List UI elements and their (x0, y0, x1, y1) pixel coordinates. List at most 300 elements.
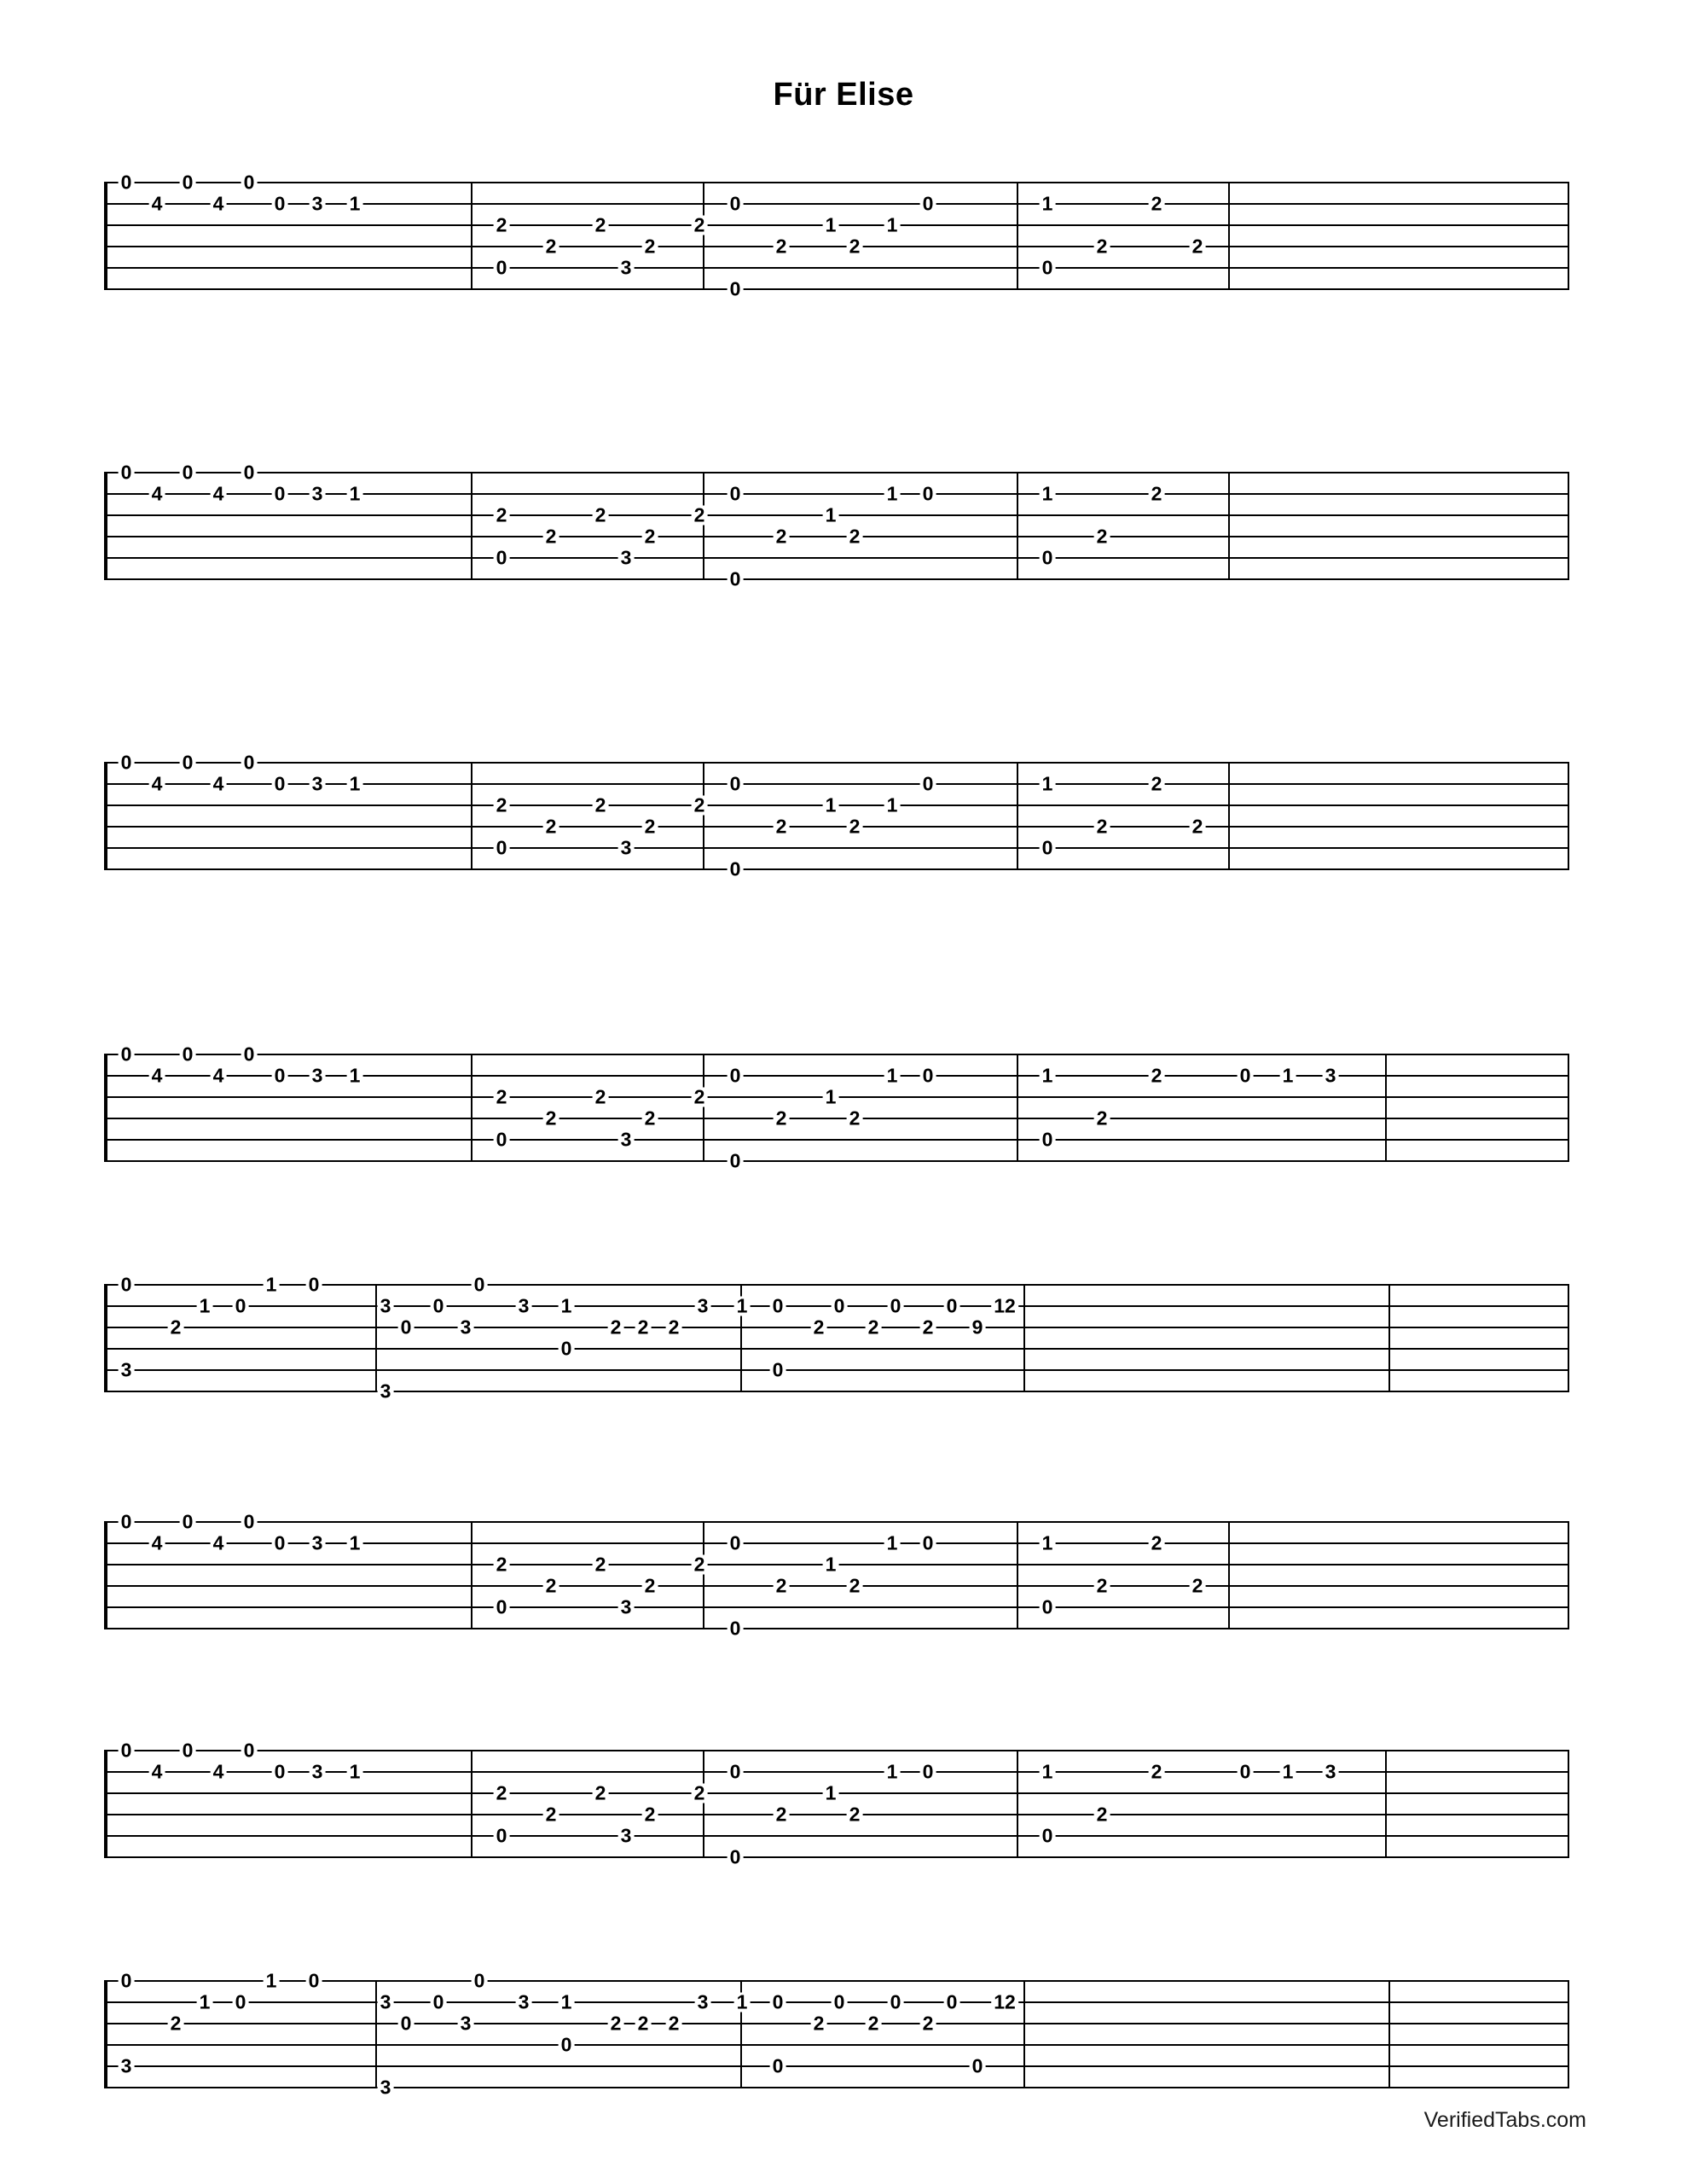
fret-number: 0 (241, 463, 258, 483)
fret-number: 2 (543, 527, 559, 547)
fret-number: 1 (347, 775, 363, 794)
fret-number: 2 (774, 527, 790, 547)
note-connector (290, 783, 309, 785)
note-connector (198, 1771, 210, 1773)
note-connector (328, 1542, 346, 1544)
note-connector (745, 1771, 820, 1773)
fret-number: 2 (168, 2014, 184, 2034)
note-connector (745, 1075, 820, 1077)
note-connector (906, 1305, 942, 1307)
string-line-4 (104, 826, 1569, 828)
fret-number: 3 (516, 1993, 532, 2013)
note-connector (259, 1542, 271, 1544)
note-connector (902, 1542, 918, 1544)
barline (471, 1054, 472, 1162)
note-connector (653, 2023, 664, 2024)
fret-number: 1 (884, 1534, 901, 1554)
barline (471, 1521, 472, 1629)
fret-number: 2 (774, 1109, 790, 1129)
fret-number: 2 (847, 1577, 863, 1596)
note-connector (902, 783, 918, 785)
note-connector (281, 1980, 304, 1982)
fret-number: 2 (635, 1318, 652, 1338)
fret-number: 1 (823, 1784, 839, 1804)
fret-number: 3 (695, 1993, 711, 2013)
note-connector (1058, 1771, 1146, 1773)
fret-number: 2 (642, 527, 658, 547)
string-line-6 (104, 1160, 1569, 1162)
barline (104, 1521, 107, 1629)
fret-number: 2 (642, 1109, 658, 1129)
fret-number: 0 (119, 1275, 135, 1295)
fret-number: 0 (272, 485, 288, 504)
string-line-4 (104, 1118, 1569, 1119)
note-connector (660, 1564, 689, 1565)
barline (1568, 1980, 1569, 2088)
fret-number: 2 (543, 817, 559, 837)
fret-number: 4 (211, 1066, 227, 1086)
fret-number: 0 (728, 860, 744, 880)
fret-number: 1 (347, 1534, 363, 1554)
fret-number: 3 (378, 1297, 394, 1316)
note-connector (449, 2001, 513, 2003)
note-connector (259, 783, 271, 785)
barline (104, 1980, 107, 2088)
fret-number: 2 (494, 216, 510, 235)
fret-number: 3 (458, 2014, 474, 2034)
note-connector (962, 1305, 991, 1307)
note-connector (328, 493, 346, 495)
fret-number: 0 (494, 258, 510, 278)
barline (1568, 1054, 1569, 1162)
note-connector (561, 804, 590, 806)
fret-number: 0 (1040, 839, 1056, 858)
fret-number: 0 (494, 1827, 510, 1846)
note-connector (136, 203, 148, 205)
fret-number: 2 (494, 1088, 510, 1107)
note-connector (512, 804, 541, 806)
fret-number: 0 (272, 1534, 288, 1554)
fret-number: 2 (494, 1784, 510, 1804)
note-connector (1255, 1771, 1278, 1773)
fret-number: 2 (1094, 1577, 1110, 1596)
note-connector (259, 1771, 271, 1773)
note-connector (791, 1096, 820, 1098)
fret-number: 2 (494, 506, 510, 526)
barline (104, 762, 107, 870)
note-connector (198, 203, 210, 205)
note-connector (829, 1327, 863, 1328)
barline (1228, 472, 1230, 580)
note-connector (167, 493, 179, 495)
fret-number: 0 (728, 1534, 744, 1554)
fret-number: 0 (180, 1741, 196, 1761)
note-connector (512, 514, 541, 516)
fret-number: 1 (1040, 775, 1056, 794)
fret-number: 1 (1040, 1534, 1056, 1554)
note-connector (611, 1096, 640, 1098)
barline (104, 1284, 107, 1392)
note-connector (290, 1075, 309, 1077)
tab-staff (104, 171, 1569, 300)
fret-number: 2 (168, 1318, 184, 1338)
note-connector (561, 514, 590, 516)
string-line-6 (104, 1391, 1569, 1392)
string-line-4 (104, 1585, 1569, 1587)
note-connector (396, 1305, 428, 1307)
string-line-4 (104, 1348, 1569, 1350)
note-connector (788, 1305, 829, 1307)
note-connector (136, 1075, 148, 1077)
fret-number: 2 (1190, 1577, 1206, 1596)
note-connector (290, 493, 309, 495)
fret-number: 4 (149, 775, 165, 794)
note-connector (328, 1075, 346, 1077)
note-connector (611, 1792, 640, 1794)
barline (703, 182, 704, 290)
note-connector (281, 1284, 304, 1286)
note-connector (328, 783, 346, 785)
note-connector (449, 1305, 513, 1307)
note-connector (1255, 1075, 1278, 1077)
fret-number: 2 (666, 1318, 682, 1338)
fret-number: 1 (347, 1763, 363, 1782)
barline (104, 182, 107, 290)
note-connector (136, 493, 148, 495)
fret-number: 0 (494, 839, 510, 858)
fret-number: 2 (866, 1318, 882, 1338)
string-line-1 (104, 1521, 1569, 1523)
fret-number: 0 (920, 1066, 936, 1086)
fret-number: 0 (920, 1763, 936, 1782)
note-connector (841, 804, 882, 806)
fret-number: 2 (494, 796, 510, 816)
fret-number: 0 (180, 173, 196, 193)
note-connector (841, 1564, 882, 1565)
barline (1017, 1750, 1018, 1858)
fret-number: 0 (472, 1275, 488, 1295)
note-connector (829, 2023, 863, 2024)
string-line-1 (104, 472, 1569, 473)
string-line-5 (104, 1139, 1569, 1141)
note-connector (198, 1542, 210, 1544)
fret-number: 0 (920, 195, 936, 214)
fret-number: 4 (149, 1534, 165, 1554)
fret-number: 2 (642, 817, 658, 837)
note-connector (512, 224, 541, 226)
fret-number: 2 (920, 2014, 936, 2034)
fret-number: 2 (1149, 485, 1165, 504)
note-connector (328, 203, 346, 205)
string-line-1 (104, 1054, 1569, 1055)
note-connector (1112, 536, 1187, 537)
fret-number: 0 (559, 2036, 575, 2055)
fret-number: 2 (847, 1109, 863, 1129)
note-connector (512, 1096, 541, 1098)
barline (703, 762, 704, 870)
fret-number: 0 (180, 463, 196, 483)
fret-number: 0 (306, 1972, 322, 1991)
fret-number: 0 (1040, 1130, 1056, 1150)
note-connector (791, 514, 820, 516)
string-line-5 (104, 2065, 1569, 2067)
tab-system (104, 1273, 1569, 1403)
barline (1568, 472, 1569, 580)
string-line-5 (104, 267, 1569, 269)
note-connector (328, 1771, 346, 1773)
fret-number: 2 (847, 527, 863, 547)
fret-number: 2 (811, 1318, 827, 1338)
barline (1568, 1750, 1569, 1858)
fret-number: 0 (728, 570, 744, 590)
fret-number: 0 (728, 1619, 744, 1639)
fret-number: 0 (306, 1275, 322, 1295)
barline (703, 1054, 704, 1162)
string-line-5 (104, 1606, 1569, 1608)
fret-number: 0 (1040, 549, 1056, 568)
string-line-4 (104, 536, 1569, 537)
note-connector (1112, 246, 1187, 247)
note-connector (290, 1542, 309, 1544)
note-connector (938, 1327, 965, 1328)
barline (1388, 1284, 1390, 1392)
fret-number: 2 (1149, 775, 1165, 794)
note-connector (136, 783, 148, 785)
tab-system (104, 1969, 1569, 2099)
note-connector (561, 1096, 590, 1098)
fret-number: 2 (920, 1318, 936, 1338)
fret-number: 4 (149, 1066, 165, 1086)
string-line-6 (104, 578, 1569, 580)
barline (104, 472, 107, 580)
note-connector (1112, 1814, 1187, 1815)
fret-number: 0 (1238, 1763, 1254, 1782)
note-connector (1058, 1542, 1146, 1544)
barline (1568, 182, 1569, 290)
note-connector (902, 493, 918, 495)
note-connector (791, 804, 820, 806)
barline (1228, 182, 1230, 290)
fret-number: 0 (832, 1993, 848, 2013)
fret-number: 1 (823, 796, 839, 816)
fret-number: 0 (920, 1534, 936, 1554)
fret-number: 4 (211, 485, 227, 504)
note-connector (1058, 783, 1146, 785)
barline (1385, 1054, 1387, 1162)
string-line-6 (104, 288, 1569, 290)
note-connector (660, 1096, 689, 1098)
fret-number: 2 (692, 796, 708, 816)
fret-number: 0 (728, 280, 744, 299)
string-line-1 (104, 1980, 1569, 1982)
fret-number: 2 (774, 237, 790, 257)
string-line-5 (104, 1369, 1569, 1371)
note-connector (229, 783, 241, 785)
barline (1017, 182, 1018, 290)
fret-number: 2 (543, 237, 559, 257)
note-connector (1298, 1771, 1320, 1773)
fret-number: 3 (119, 2057, 135, 2077)
fret-number: 2 (642, 1805, 658, 1825)
fret-number: 0 (888, 1297, 904, 1316)
fret-number: 0 (431, 1993, 447, 2013)
fret-number: 2 (593, 796, 609, 816)
note-connector (745, 203, 820, 205)
note-connector (1112, 1585, 1187, 1587)
fret-number: 1 (823, 1088, 839, 1107)
fret-number: 0 (241, 1513, 258, 1532)
note-connector (512, 1564, 541, 1565)
barline (471, 762, 472, 870)
barline (471, 182, 472, 290)
fret-number: 0 (944, 1297, 960, 1316)
fret-number: 3 (618, 1827, 635, 1846)
fret-number: 0 (119, 753, 135, 773)
note-connector (745, 1542, 820, 1544)
fret-number: 2 (1094, 1805, 1110, 1825)
fret-number: 0 (119, 173, 135, 193)
note-connector (962, 2001, 991, 2003)
fret-number: 0 (770, 1297, 786, 1316)
fret-number: 0 (494, 549, 510, 568)
note-connector (561, 224, 590, 226)
fret-number: 2 (1190, 817, 1206, 837)
note-connector (215, 1305, 230, 1307)
fret-number: 1 (347, 485, 363, 504)
fret-number: 3 (618, 839, 635, 858)
fret-number: 2 (543, 1577, 559, 1596)
tab-system (104, 1739, 1569, 1868)
tab-staff (104, 751, 1569, 880)
note-connector (167, 783, 179, 785)
fret-number: 4 (149, 1763, 165, 1782)
fret-number: 3 (310, 1066, 326, 1086)
tab-staff (104, 1510, 1569, 1640)
barline (1023, 1284, 1025, 1392)
fret-number: 1 (884, 1763, 901, 1782)
note-connector (290, 1771, 309, 1773)
note-connector (290, 203, 309, 205)
note-connector (1058, 1075, 1146, 1077)
fret-number: 2 (1094, 527, 1110, 547)
barline (703, 472, 704, 580)
note-connector (229, 493, 241, 495)
fret-number: 0 (431, 1297, 447, 1316)
note-connector (713, 2001, 732, 2003)
string-line-5 (104, 557, 1569, 559)
fret-number: 0 (728, 195, 744, 214)
note-connector (745, 783, 820, 785)
fret-number: 4 (211, 775, 227, 794)
fret-number: 1 (884, 216, 901, 235)
note-connector (167, 203, 179, 205)
fret-number: 3 (516, 1297, 532, 1316)
note-connector (611, 514, 640, 516)
fret-number: 0 (1040, 1598, 1056, 1618)
note-connector (561, 1792, 590, 1794)
note-connector (791, 224, 820, 226)
string-line-4 (104, 246, 1569, 247)
note-connector (611, 804, 640, 806)
fret-number: 3 (618, 549, 635, 568)
note-connector (902, 203, 918, 205)
note-connector (788, 2001, 829, 2003)
string-line-6 (104, 1856, 1569, 1858)
fret-number: 2 (774, 817, 790, 837)
fret-number: 0 (241, 1741, 258, 1761)
fret-number: 0 (241, 1045, 258, 1065)
fret-number: 3 (378, 1993, 394, 2013)
note-connector (1298, 1075, 1320, 1077)
fret-number: 1 (823, 216, 839, 235)
note-connector (561, 1564, 590, 1565)
string-line-5 (104, 1835, 1569, 1837)
fret-number: 1 (884, 796, 901, 816)
note-connector (884, 2023, 918, 2024)
fret-number: 1 (1040, 485, 1056, 504)
fret-number: 2 (642, 237, 658, 257)
note-connector (136, 1771, 148, 1773)
fret-number: 2 (543, 1109, 559, 1129)
fret-number: 0 (119, 1741, 135, 1761)
note-connector (198, 493, 210, 495)
fret-number: 0 (241, 753, 258, 773)
fret-number: 0 (472, 1972, 488, 1991)
fret-number: 1 (559, 1297, 575, 1316)
note-connector (626, 2023, 635, 2024)
fret-number: 0 (119, 1513, 135, 1532)
string-line-1 (104, 1284, 1569, 1286)
fret-number: 2 (847, 1805, 863, 1825)
fret-number: 0 (233, 1993, 249, 2013)
site-credit: VerifiedTabs.com (1423, 2108, 1586, 2132)
barline (1388, 1980, 1390, 2088)
tab-staff (104, 461, 1569, 590)
fret-number: 0 (1040, 258, 1056, 278)
fret-number: 4 (211, 195, 227, 214)
fret-number: 1 (1040, 1763, 1056, 1782)
tab-system (104, 461, 1569, 590)
note-connector (512, 1792, 541, 1794)
fret-number: 2 (692, 216, 708, 235)
fret-number: 3 (310, 1534, 326, 1554)
fret-number: 1 (347, 1066, 363, 1086)
fret-number: 0 (119, 463, 135, 483)
fret-number: 1 (197, 1297, 213, 1316)
note-connector (884, 1327, 918, 1328)
note-connector (396, 2001, 428, 2003)
fret-number: 0 (272, 775, 288, 794)
fret-number: 0 (494, 1130, 510, 1150)
fret-number: 3 (310, 195, 326, 214)
fret-number: 0 (272, 1763, 288, 1782)
fret-number: 2 (608, 2014, 624, 2034)
fret-number: 1 (1040, 195, 1056, 214)
fret-number: 0 (272, 195, 288, 214)
fret-number: 3 (310, 1763, 326, 1782)
fret-number: 2 (847, 817, 863, 837)
fret-number: 2 (1149, 1066, 1165, 1086)
fret-number: 2 (593, 1088, 609, 1107)
fret-number: 0 (180, 1513, 196, 1532)
fret-number: 1 (1280, 1066, 1296, 1086)
fret-number: 0 (728, 775, 744, 794)
fret-number: 3 (119, 1361, 135, 1380)
fret-number: 0 (559, 1339, 575, 1359)
note-connector (745, 493, 820, 495)
barline (1017, 762, 1018, 870)
fret-number: 2 (692, 506, 708, 526)
